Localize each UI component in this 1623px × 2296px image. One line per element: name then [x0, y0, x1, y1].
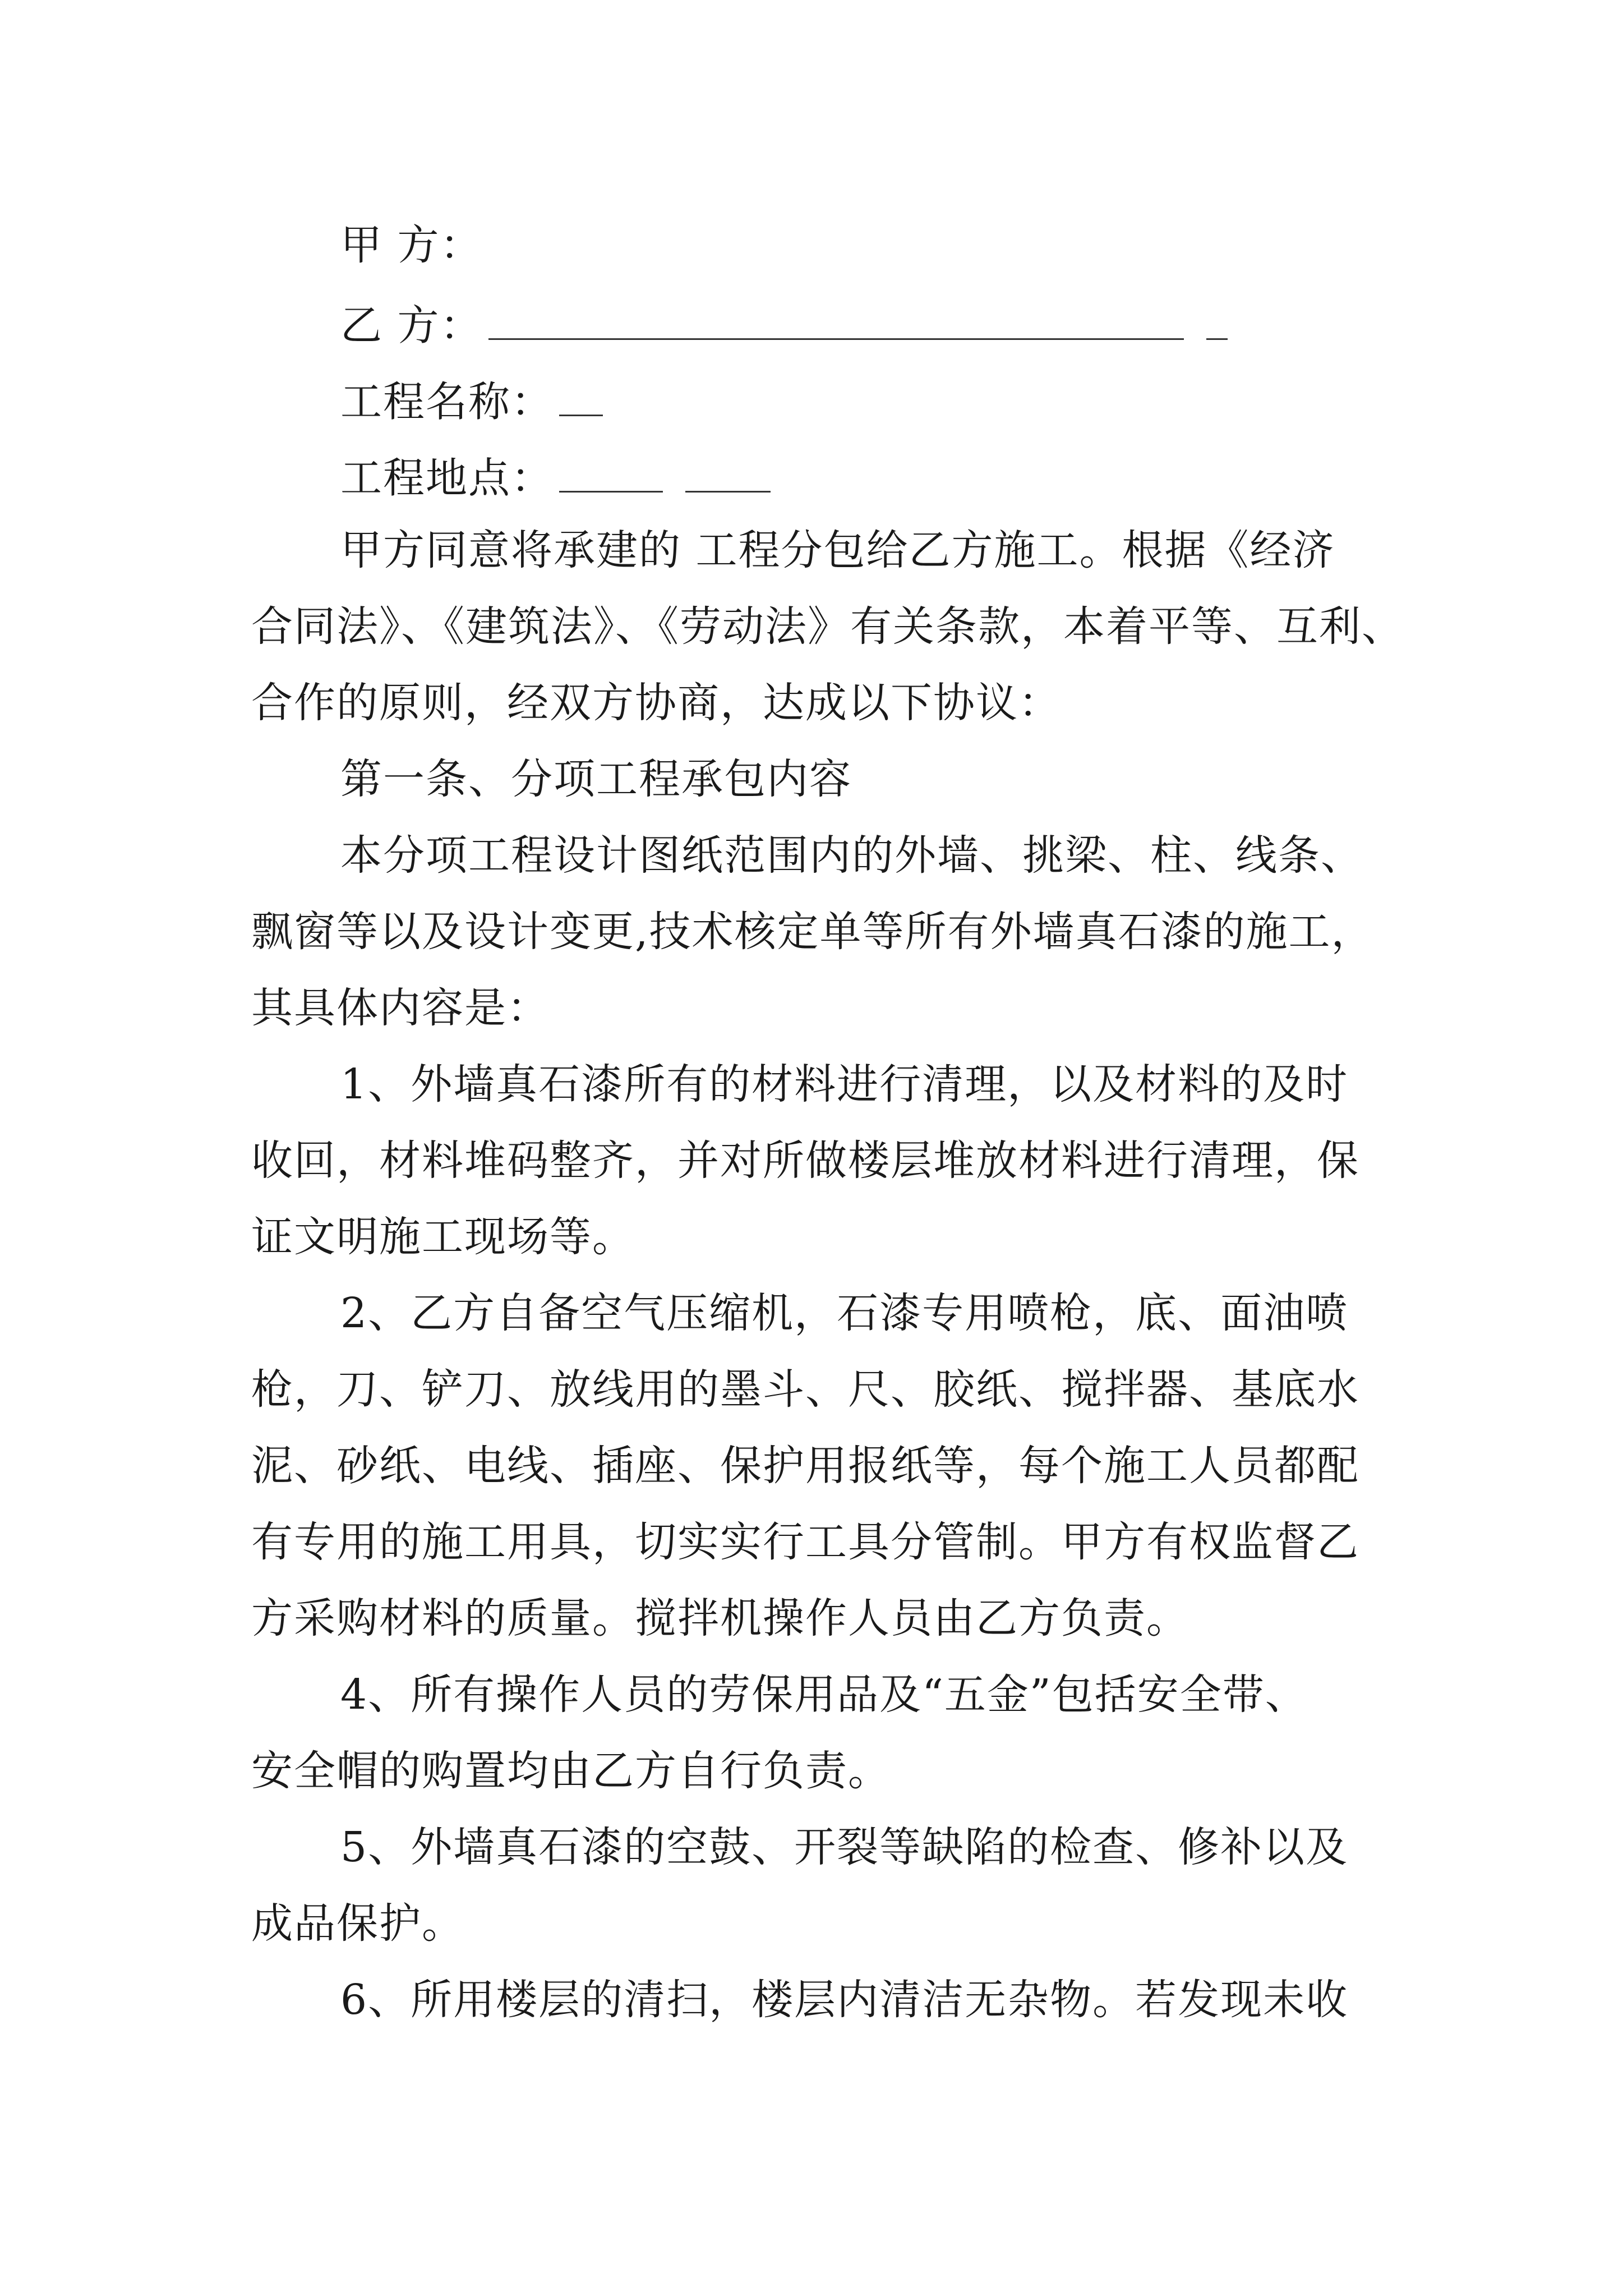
- item-4-line-2: 安全帽的购置均由乙方自行负责。: [251, 1747, 891, 1795]
- body-line-2: 合同法》、《建筑法》、《劳动法》有关条款，本着平等、互利、: [251, 602, 1404, 651]
- body-line-1: 甲方同意将承建的 工程分包给乙方施工。根据《经济: [340, 526, 1335, 574]
- project-name-line: [340, 377, 603, 426]
- body-line-3: 合作的原则，经双方协商，达成以下协议：: [251, 679, 1061, 727]
- body-line-5: 本分项工程设计图纸范围内的外墙、挑梁、柱、线条、: [340, 831, 1363, 880]
- party-b-blank-tail: [1206, 301, 1228, 340]
- item-5-line-1: 5、外墙真石漆的空鼓、开裂等缺陷的检查、修补以及: [340, 1823, 1349, 1871]
- item-6-line-1: 6、所用楼层的清扫，楼层内清洁无杂物。若发现未收: [340, 1976, 1349, 2024]
- party-b-line: [340, 301, 1228, 350]
- item-1-line-2: 收回，材料堆码整齐，并对所做楼层堆放材料进行清理，保: [251, 1137, 1359, 1185]
- project-name-blank: [559, 377, 603, 416]
- body-line-7: 其具体内容是：: [251, 984, 550, 1032]
- project-location-blank-1: [559, 453, 663, 493]
- item-5-line-2: 成品保护。: [251, 1899, 464, 1948]
- item-2-line-5: 方采购材料的质量。搅拌机操作人员由乙方负责。: [251, 1594, 1189, 1642]
- item-2-line-3: 泥、砂纸、电线、插座、保护用报纸等，每个施工人员都配: [251, 1442, 1359, 1490]
- item-1-line-1: 1、外墙真石漆所有的材料进行清理，以及材料的及时: [340, 1060, 1349, 1108]
- project-location-line: [340, 453, 771, 503]
- article-1-heading: 第一条、分项工程承包内容: [340, 755, 852, 803]
- party-b-label: 乙 方：: [340, 301, 483, 350]
- party-a-line: [340, 221, 483, 269]
- party-a-label: 甲 方：: [340, 221, 483, 269]
- project-location-label: 工程地点：: [340, 454, 554, 503]
- body-line-6: 飘窗等以及设计变更,技术核定单等所有外墙真石漆的施工，: [251, 908, 1374, 956]
- item-4-line-1: 4、所有操作人员的劳保用品及“五金”包括安全带、: [340, 1671, 1308, 1719]
- item-2-line-4: 有专用的施工用具，切实实行工具分管制。甲方有权监督乙: [251, 1518, 1359, 1566]
- project-name-label: 工程名称：: [340, 378, 554, 426]
- item-1-line-3: 证文明施工现场等。: [251, 1213, 635, 1261]
- party-b-blank: [488, 301, 1184, 340]
- project-location-blank-2: [685, 453, 771, 493]
- item-2-line-1: 2、乙方自备空气压缩机，石漆专用喷枪，底、面油喷: [340, 1289, 1349, 1337]
- item-2-line-2: 枪，刀、铲刀、放线用的墨斗、尺、胶纸、搅拌器、基底水: [251, 1365, 1359, 1414]
